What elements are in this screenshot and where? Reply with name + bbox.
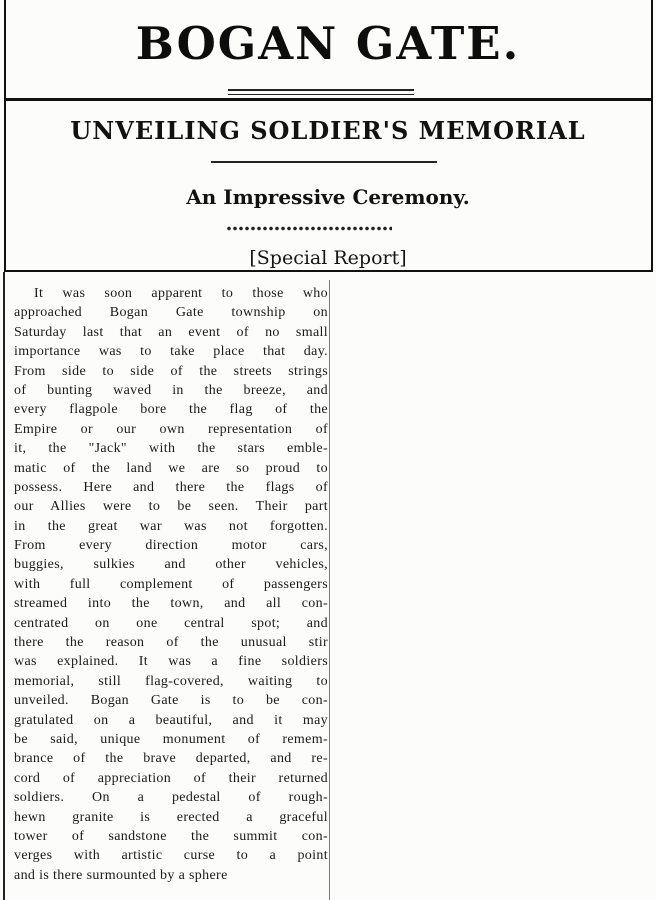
column-rule-right xyxy=(329,280,330,900)
article-line: verges with artistic curse to a point xyxy=(14,848,328,864)
article-line: centrated on one central spot; and xyxy=(14,615,328,631)
article-line: possess. Here and there the flags of xyxy=(14,479,328,495)
article-line: importance was to take place that day. xyxy=(14,344,328,360)
article-line: tower of sandstone the summit con- xyxy=(14,828,328,844)
article-line: it, the "Jack" with the stars emble- xyxy=(14,441,328,457)
article-line: brance of the brave departed, and re- xyxy=(14,751,328,767)
byline: [Special Report] xyxy=(249,247,407,269)
article-line: of bunting waved in the breeze, and xyxy=(14,382,328,398)
article-line: be said, unique monument of remem- xyxy=(14,731,328,747)
article-line: soldiers. On a pedestal of rough- xyxy=(14,790,328,806)
article-line: cord of appreciation of their returned xyxy=(14,770,328,786)
article-subheadline: An Impressive Ceremony. xyxy=(186,185,470,209)
column-rule-left xyxy=(3,272,5,900)
article-line: It was soon apparent to those who xyxy=(34,286,328,301)
article-headline: UNVEILING SOLDIER'S MEMORIAL xyxy=(70,116,586,145)
article-line: memorial, still flag-covered, waiting to xyxy=(14,673,328,689)
article-line: From side to side of the streets strings xyxy=(14,363,328,379)
article-body xyxy=(14,284,328,885)
article-line: our Allies were to be seen. Their part xyxy=(14,499,328,515)
dotted-rule xyxy=(226,226,392,231)
article-line: Empire or our own representation of xyxy=(14,421,328,437)
article-line: buggies, sulkies and other vehicles, xyxy=(14,557,328,573)
article-line: with full complement of passengers xyxy=(14,576,328,592)
article-line: unveiled. Bogan Gate is to be con- xyxy=(14,693,328,709)
article-line: there the reason of the unusual stir xyxy=(14,635,328,651)
article-line: matic of the land we are so proud to xyxy=(14,460,328,476)
masthead-rule xyxy=(228,89,414,91)
masthead-rule-thin xyxy=(228,94,414,95)
article-line: and is there surmounted by a sphere xyxy=(14,867,228,883)
masthead-title: BOGAN GATE. xyxy=(135,17,521,70)
article-line: approached Bogan Gate township on xyxy=(14,305,328,321)
article-line: gratulated on a beautiful, and it may xyxy=(14,712,328,728)
article-line: Saturday last that an event of no small xyxy=(14,324,328,340)
article-line: hewn granite is erected a graceful xyxy=(14,809,328,825)
masthead-divider xyxy=(4,98,653,101)
article-line: every flagpole bore the flag of the xyxy=(14,402,328,418)
article-line: From every direction motor cars, xyxy=(14,538,328,554)
article-line: streamed into the town, and all con- xyxy=(14,596,328,612)
article-line: was explained. It was a fine soldiers xyxy=(14,654,328,670)
article-line: in the great war was not forgotten. xyxy=(14,518,328,534)
headline-rule xyxy=(211,161,437,163)
